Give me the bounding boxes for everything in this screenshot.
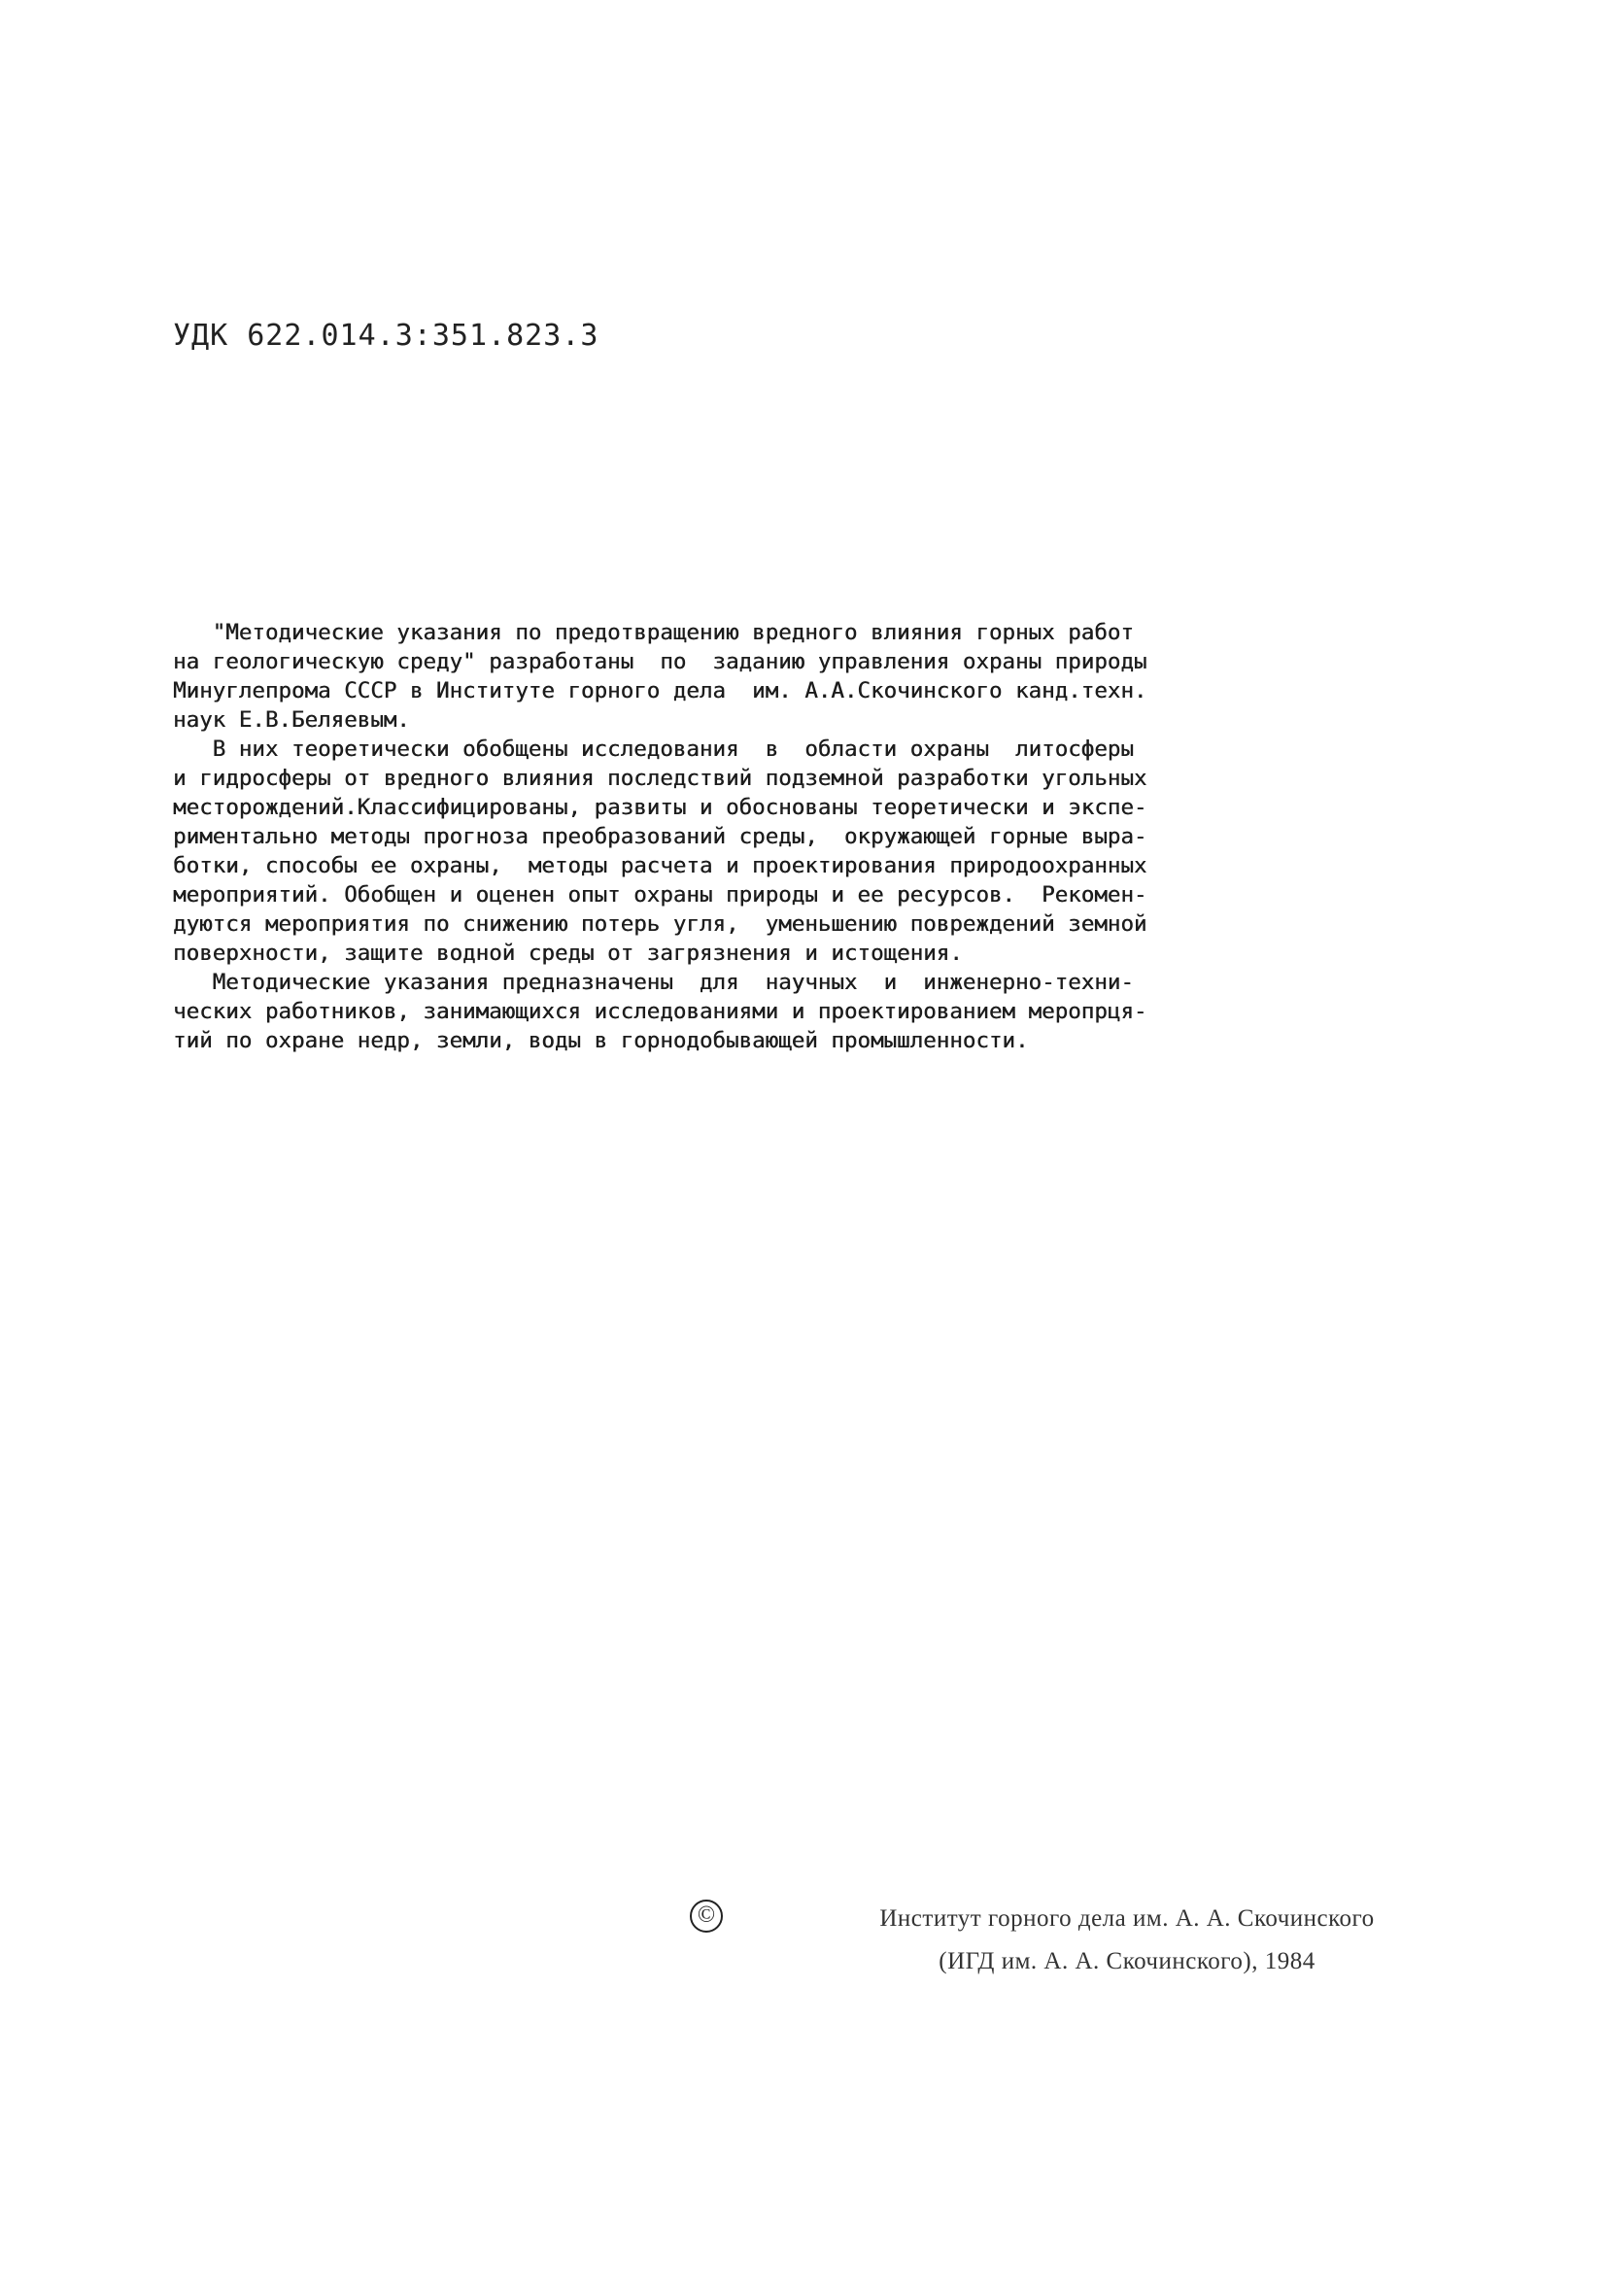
abstract-line: на геологическую среду" разработаны по заданию управления охраны природы [173,649,1147,674]
publisher-line: Институт горного дела им. А. А. Скочинского [879,1905,1375,1932]
copyright-block [690,1898,1467,2005]
abstract-line: мероприятий. Обобщен и оценен опыт охраны природы и ее ресурсов. Рекомен- [173,882,1147,908]
abstract-line: В них теоретически обобщены исследования в области охраны литосферы [173,737,1134,762]
abstract-line: ческих работников, занимающихся исследованиями и проектированием меропрця- [173,999,1147,1024]
abstract-line: поверхности, защите водной среды от загрязнения и истощения. [173,941,963,966]
abstract-line: дуются мероприятия по снижению потерь угля, уменьшению повреждений земной [173,911,1147,937]
abstract-line: тий по охране недр, земли, воды в горнодобывающей промышленности. [173,1028,1029,1053]
abstract-line: Минуглепрома СССР в Институте горного дела им. А.А.Скочинского канд.техн. [173,678,1147,703]
abstract-line: Методические указания предназначены для научных и инженерно-техни- [173,970,1134,995]
abstract-line: риментально методы прогноза преобразований среды, окружающей горные выра- [173,824,1147,849]
publisher-info [836,1898,1418,1983]
abstract-line: и гидросферы от вредного влияния последствий подземной разработки угольных [173,766,1147,791]
abstract-line: месторождений.Классифицированы, развиты и обоснованы теоретически и экспе- [173,795,1147,820]
abstract-line: "Методические указания по предотвращению вредного влияния горных работ [173,620,1134,645]
abstract-text [173,618,1426,1055]
abstract-line: ботки, способы ее охраны, методы расчета и проектирования природоохранных [173,853,1147,878]
copyright-icon: © [690,1900,723,1933]
udk-code: УДК 622.014.3:351.823.3 [173,319,599,353]
publisher-line: (ИГД им. А. А. Скочинского), 1984 [939,1948,1316,1974]
abstract-line: наук Е.В.Беляевым. [173,707,410,733]
